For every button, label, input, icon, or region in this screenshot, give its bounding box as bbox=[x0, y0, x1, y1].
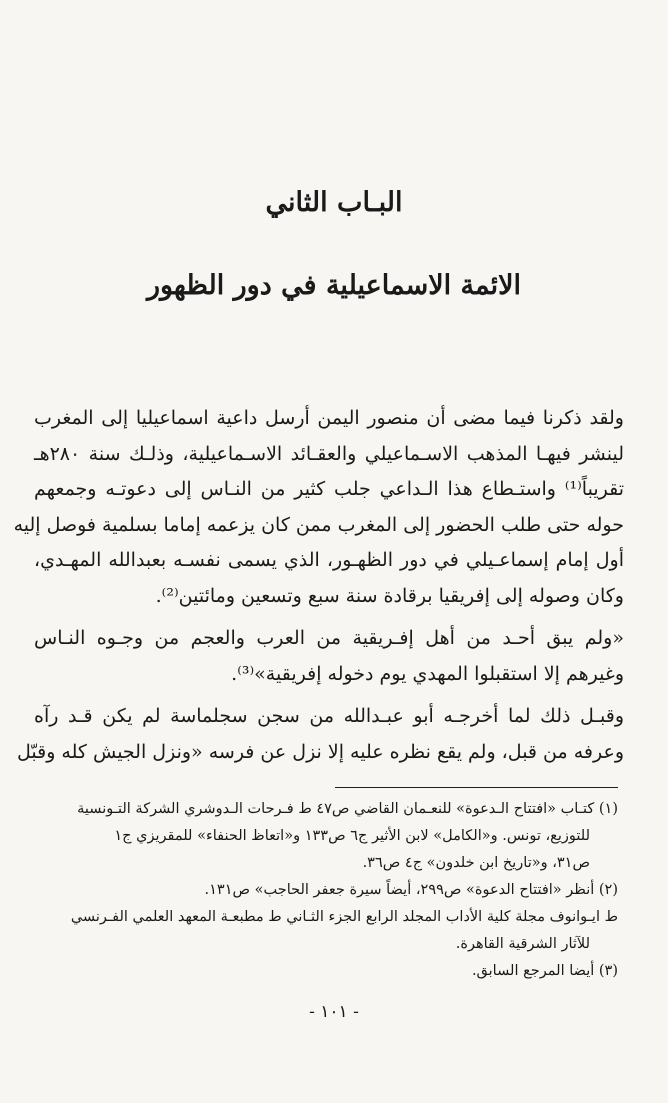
footnote bbox=[34, 796, 618, 877]
text-line: أول إمام إسماعـيلي في دور الظهـور، الذي يسمى نفسـه بعبدالله المهـدي، bbox=[34, 549, 624, 571]
text-line: حوله حتى طلب الحضور إلى المغرب ممن كان يزعمه إماما بسلمية فوصل إليه bbox=[13, 513, 624, 536]
footnote-line: للآثار الشرقية القاهرة. bbox=[455, 936, 590, 952]
chapter-heading: البـاب الثاني bbox=[265, 187, 403, 218]
footnote bbox=[34, 877, 618, 904]
footnote-line: (٣) أيضا المرجع السابق. bbox=[471, 963, 618, 979]
footnotes bbox=[34, 796, 618, 985]
text-line: تقريباً⁽¹⁾ واستـطاع هذا الـداعي جلب كثير من النـاس إلى دعوتـه وجمعهم bbox=[34, 478, 624, 500]
footnote-divider bbox=[335, 787, 618, 788]
page-number: - ١٠١ - bbox=[309, 1002, 359, 1022]
footnote-line: ط ايـوانوف مجلة كلية الأداب المجلد الرابع الجزء الثـاني ط مطبعـة المعهد العلمي الفـرنسي bbox=[70, 909, 618, 925]
text-line: وعرفه من قبل، ولم يقع نظره عليه إلا نزل عن فرسه «ونزل الجيش كله وقبّل bbox=[16, 740, 624, 763]
footnote bbox=[34, 904, 618, 958]
text-line: وكان وصوله إلى إفريقيا برقادة سنة سبع وتسعين ومائتين⁽²⁾. bbox=[155, 584, 624, 607]
body-text bbox=[13, 401, 624, 770]
text-line: ولقد ذكرنا فيما مضى أن منصور اليمن أرسل داعية اسماعيليا إلى المغرب bbox=[34, 407, 624, 429]
text-line: «ولم يبق أحـد من أهل إفـريقية من العرب والعجم من وجـوه النـاس bbox=[34, 627, 624, 649]
chapter-title: الائمة الاسماعيلية في دور الظهور bbox=[146, 270, 522, 301]
paragraph bbox=[16, 699, 624, 770]
text-line: وغيرهم إلا استقبلوا المهدي يوم دخوله إفريقية»⁽³⁾. bbox=[231, 662, 624, 685]
paragraph bbox=[34, 621, 624, 692]
footnote bbox=[34, 958, 618, 985]
footnote-line: (١) كتـاب «افتتاح الـدعوة» للنعـمان القاضي ص٤٧ ط فـرحات الـدوشري الشركة التـونسية bbox=[77, 801, 618, 817]
paragraph bbox=[13, 401, 624, 614]
footnote-line: (٢) أنظر «افتتاح الدعوة» ص٢٩٩، أيضاً سيرة جعفر الحاجب» ص١٣١. bbox=[204, 882, 618, 898]
footnote-line: ص٣١، و«تاريخ ابن خلدون» ج٤ ص٣٦. bbox=[362, 855, 590, 871]
footnote-line: للتوزيع، تونس. و«الكامل» لابن الأثير ج٦ ص١٣٣ و«اتعاظ الحنفاء» للمقريزي ج١ bbox=[114, 828, 590, 844]
text-line: وقبـل ذلك لما أخرجـه أبو عبـدالله من سجن سجلماسة لم يكن قـد رآه bbox=[34, 705, 624, 727]
text-line: لينشر فيهـا المذهب الاسـماعيلي والعقـائد الاسـماعيلية، وذلـك سنة ٢٨٠هـ bbox=[34, 442, 624, 465]
